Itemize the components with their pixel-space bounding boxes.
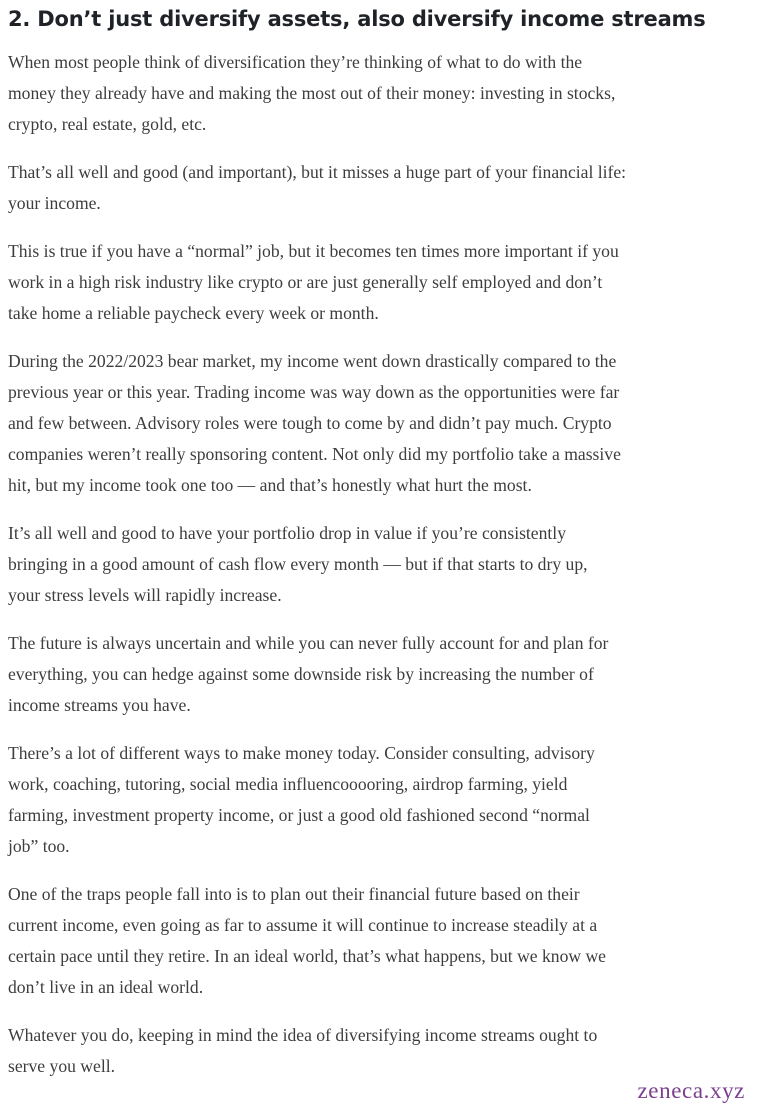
paragraph: One of the traps people fall into is to plan out their financial future based on their current income, even going as far to assume it will continue to increase steadily at a certain pace until they retire. In an ideal world, that’s what happens, but we know we don’t live in an ideal world.	[8, 884, 606, 997]
paragraph: This is true if you have a “normal” job, but it becomes ten times more important if you work in a high risk industry like crypto or are just generally self employed and don’t take home a reliable paycheck every week or month.	[8, 241, 619, 323]
paragraph: When most people think of diversification they’re thinking of what to do with the money they already have and making the most out of their money: investing in stocks, crypto, real estate, gold, etc.	[8, 52, 616, 134]
watermark: zeneca.xyz	[637, 1078, 745, 1103]
paragraph: Whatever you do, keeping in mind the idea of diversifying income streams ought to serve you well.	[8, 1025, 598, 1076]
paragraph: It’s all well and good to have your portfolio drop in value if you’re consistently bringing in a good amount of cash flow every month — but if that starts to dry up, your stress levels will rapidly increase.	[8, 523, 588, 605]
paragraph: That’s all well and good (and important), but it misses a huge part of your financial life: your income.	[8, 162, 627, 213]
section-heading: 2. Don’t just diversify assets, also diversify income streams	[8, 7, 706, 31]
article-section	[8, 0, 748, 1082]
paragraph: During the 2022/2023 bear market, my income went down drastically compared to the previous year or this year. Trading income was way down as the opportunities were far and few between. Advisory roles were tough to come by and didn’t pay much. Crypto companies weren’t really sponsoring content. Not only did my portfolio take a massive hit, but my income took one too — and that’s honestly what hurt the most.	[8, 351, 621, 495]
paragraph: There’s a lot of different ways to make money today. Consider consulting, advisory work, coaching, tutoring, social media influencooooring, airdrop farming, yield farming, investment property income, or just a good old fashioned second “normal job” too.	[8, 743, 595, 856]
paragraph: The future is always uncertain and while you can never fully account for and plan for everything, you can hedge against some downside risk by increasing the number of income streams you have.	[8, 633, 609, 715]
